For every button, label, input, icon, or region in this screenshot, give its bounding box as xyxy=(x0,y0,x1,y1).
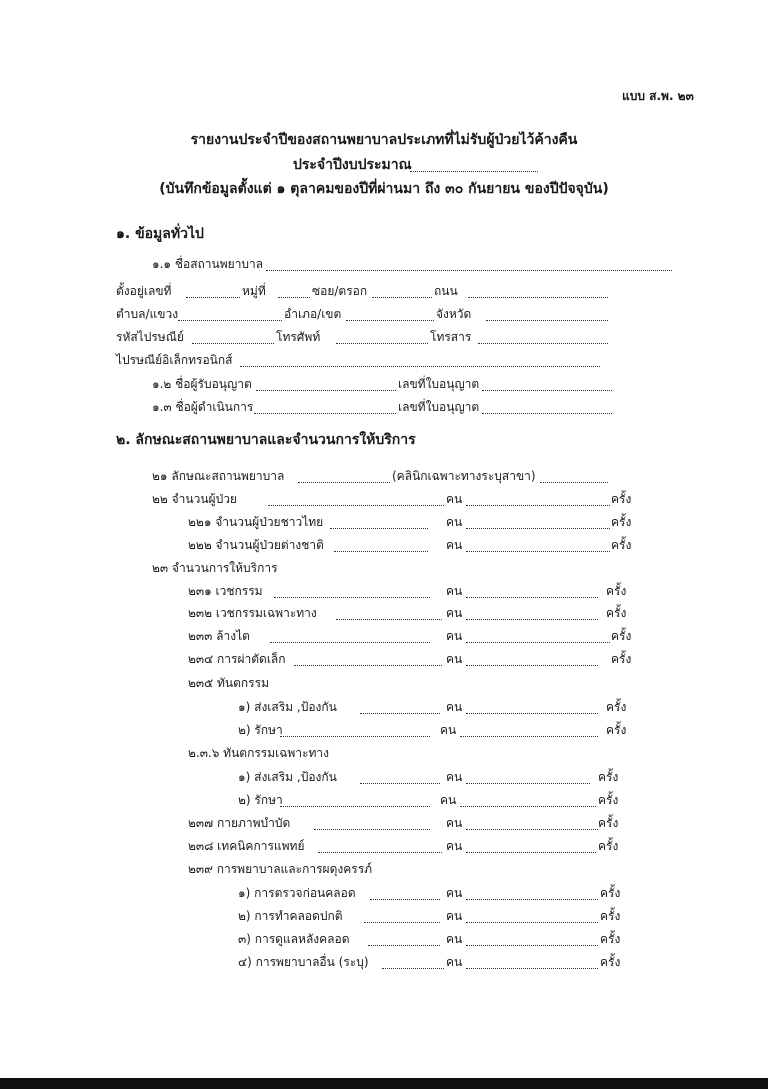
s238-label: ๒๓๘ เทคนิคการแพทย์ xyxy=(188,839,305,853)
patients-foreign-field[interactable] xyxy=(334,551,428,552)
s237-visits-field[interactable] xyxy=(466,829,598,830)
facility-type-label: ๒๑ ลักษณะสถานพยาบาล xyxy=(152,469,285,483)
s235-1-visits-field[interactable] xyxy=(466,713,598,714)
amphoe-field[interactable] xyxy=(346,320,434,321)
operator-label: ๑.๓ ชื่อผู้ดำเนินการ xyxy=(152,400,254,414)
patients-thai-visits-field[interactable] xyxy=(466,528,610,529)
license-no-field[interactable] xyxy=(482,390,612,391)
soi-label: ซอย/ตรอก xyxy=(312,284,368,298)
operator-field[interactable] xyxy=(254,413,396,414)
s233-count-field[interactable] xyxy=(270,642,430,643)
form-code: แบบ ส.พ. ๒๓ xyxy=(622,89,694,103)
s236-label: ๒.๓.๖ ทันตกรรมเฉพาะทาง xyxy=(188,746,330,760)
unit-times: ครั้ง xyxy=(611,629,632,643)
unit-person: คน xyxy=(446,652,463,666)
road-label: ถนน xyxy=(434,284,458,298)
s239-2-label: ๒) การทำคลอดปกติ xyxy=(238,909,343,923)
bottom-border xyxy=(0,1078,768,1089)
s235-1-count-field[interactable] xyxy=(360,713,440,714)
s238-visits-field[interactable] xyxy=(466,852,596,853)
s234-label: ๒๓๔ การผ่าตัดเล็ก xyxy=(188,652,286,666)
unit-person: คน xyxy=(446,606,463,620)
patients-visits-field[interactable] xyxy=(466,505,610,506)
unit-person: คน xyxy=(446,909,463,923)
unit-times: ครั้ง xyxy=(606,700,627,714)
patients-count-field[interactable] xyxy=(268,505,444,506)
s235-1-label: ๑) ส่งเสริม ,ป้องกัน xyxy=(238,700,337,714)
s232-label: ๒๓๒ เวชกรรมเฉพาะทาง xyxy=(188,606,317,620)
unit-times: ครั้ง xyxy=(598,770,619,784)
unit-person: คน xyxy=(446,629,463,643)
patients-foreign-label: ๒๒๒ จำนวนผู้ป่วยต่างชาติ xyxy=(188,538,324,552)
license-no-label: เลขที่ใบอนุญาต xyxy=(398,377,480,391)
s237-count-field[interactable] xyxy=(314,829,430,830)
s233-visits-field[interactable] xyxy=(466,642,610,643)
fiscal-year-field[interactable] xyxy=(410,171,538,172)
unit-times: ครั้ง xyxy=(600,932,621,946)
postcode-field[interactable] xyxy=(192,343,274,344)
licensee-label: ๑.๒ ชื่อผู้รับอนุญาต xyxy=(152,377,252,391)
unit-times: ครั้ง xyxy=(611,652,632,666)
s235-2-visits-field[interactable] xyxy=(460,736,598,737)
unit-times: ครั้ง xyxy=(600,909,621,923)
s235-label: ๒๓๕ ทันตกรรม xyxy=(188,676,269,690)
unit-times: ครั้ง xyxy=(600,886,621,900)
fax-label: โทรสาร xyxy=(430,330,472,344)
unit-times: ครั้ง xyxy=(606,584,627,598)
email-label: ไปรษณีย์อิเล็กทรอนิกส์ xyxy=(116,353,233,367)
province-field[interactable] xyxy=(486,320,608,321)
tambon-field[interactable] xyxy=(178,320,282,321)
unit-person: คน xyxy=(446,770,463,784)
postcode-label: รหัสไปรษณีย์ xyxy=(116,330,184,344)
unit-person: คน xyxy=(446,584,463,598)
facility-name-label: ๑.๑ ชื่อสถานพยาบาล xyxy=(152,257,264,271)
s235-2-count-field[interactable] xyxy=(280,736,430,737)
unit-person: คน xyxy=(446,839,463,853)
soi-field[interactable] xyxy=(372,297,432,298)
address-no-label: ตั้งอยู่เลขที่ xyxy=(116,284,172,298)
patients-label: ๒๒ จำนวนผู้ป่วย xyxy=(152,492,237,506)
unit-person: คน xyxy=(446,932,463,946)
s237-label: ๒๓๗ กายภาพบำบัด xyxy=(188,816,291,830)
s236-1-label: ๑) ส่งเสริม ,ป้องกัน xyxy=(238,770,337,784)
province-label: จังหวัด xyxy=(436,307,472,321)
phone-label: โทรศัพท์ xyxy=(276,330,321,344)
s231-count-field[interactable] xyxy=(274,597,430,598)
s231-label: ๒๓๑ เวชกรรม xyxy=(188,584,263,598)
s239-1-count-field[interactable] xyxy=(370,899,440,900)
unit-person: คน xyxy=(446,955,463,969)
s235-2-label: ๒) รักษา xyxy=(238,723,283,737)
unit-person: คน xyxy=(446,515,463,529)
unit-times: ครั้ง xyxy=(611,538,632,552)
s236-2-count-field[interactable] xyxy=(280,806,430,807)
road-field[interactable] xyxy=(468,297,608,298)
s239-4-label: ๔) การพยาบาลอื่น (ระบุ) xyxy=(238,955,369,969)
s239-3-count-field[interactable] xyxy=(368,945,440,946)
s238-count-field[interactable] xyxy=(318,852,442,853)
operator-license-no-field[interactable] xyxy=(482,413,612,414)
unit-person: คน xyxy=(446,492,463,506)
s236-1-count-field[interactable] xyxy=(360,783,440,784)
moo-field[interactable] xyxy=(278,297,310,298)
section2-heading: ๒. ลักษณะสถานพยาบาลและจำนวนการให้บริการ xyxy=(116,432,416,448)
s231-visits-field[interactable] xyxy=(466,597,598,598)
s239-4-visits-field[interactable] xyxy=(466,968,598,969)
unit-times: ครั้ง xyxy=(598,839,619,853)
patients-thai-label: ๒๒๑ จำนวนผู้ป่วยชาวไทย xyxy=(188,515,324,529)
s239-1-visits-field[interactable] xyxy=(466,899,598,900)
specialty-field[interactable] xyxy=(540,482,608,483)
s239-label: ๒๓๙ การพยาบาลและการผดุงครรภ์ xyxy=(188,862,373,876)
s233-label: ๒๓๓ ล้างไต xyxy=(188,629,250,643)
email-field[interactable] xyxy=(240,366,600,367)
unit-person: คน xyxy=(446,538,463,552)
unit-times: ครั้ง xyxy=(606,723,627,737)
fax-field[interactable] xyxy=(478,343,608,344)
s239-2-count-field[interactable] xyxy=(364,922,440,923)
operator-license-no-label: เลขที่ใบอนุญาต xyxy=(398,400,480,414)
services-label: ๒๓ จำนวนการให้บริการ xyxy=(152,561,278,575)
moo-label: หมู่ที่ xyxy=(242,284,266,298)
unit-times: ครั้ง xyxy=(598,816,619,830)
s234-count-field[interactable] xyxy=(294,665,442,666)
s236-1-visits-field[interactable] xyxy=(466,783,590,784)
tambon-label: ตำบล/แขวง xyxy=(116,307,179,321)
unit-person: คน xyxy=(440,793,457,807)
s232-visits-field[interactable] xyxy=(466,619,598,620)
unit-times: ครั้ง xyxy=(611,515,632,529)
s239-4-count-field[interactable] xyxy=(382,968,444,969)
patients-foreign-visits-field[interactable] xyxy=(466,551,610,552)
s236-2-label: ๒) รักษา xyxy=(238,793,283,807)
s239-2-visits-field[interactable] xyxy=(466,922,598,923)
s239-3-visits-field[interactable] xyxy=(466,945,598,946)
unit-person: คน xyxy=(440,723,457,737)
patients-thai-field[interactable] xyxy=(330,528,428,529)
unit-times: ครั้ง xyxy=(598,793,619,807)
licensee-field[interactable] xyxy=(256,390,396,391)
section1-heading: ๑. ข้อมูลทั่วไป xyxy=(116,226,204,242)
fiscal-year-label: ประจำปีงบประมาณ xyxy=(293,157,412,173)
facility-name-field[interactable] xyxy=(266,270,672,271)
address-no-field[interactable] xyxy=(186,297,240,298)
report-period: (บันทึกข้อมูลตั้งแต่ ๑ ตุลาคมของปีที่ผ่านมา ถึง ๓๐ กันยายน ของปีปัจจุบัน) xyxy=(159,181,609,197)
unit-person: คน xyxy=(446,816,463,830)
amphoe-label: อำเภอ/เขต xyxy=(284,307,342,321)
s236-2-visits-field[interactable] xyxy=(460,806,596,807)
phone-field[interactable] xyxy=(336,343,428,344)
s239-1-label: ๑) การตรวจก่อนคลอด xyxy=(238,886,356,900)
s239-3-label: ๓) การดูแลหลังคลอด xyxy=(238,932,350,946)
s234-visits-field[interactable] xyxy=(466,665,598,666)
report-title: รายงานประจำปีของสถานพยาบาลประเภทที่ไม่รับผู้ป่วยไว้ค้างคืน xyxy=(190,132,578,148)
unit-times: ครั้ง xyxy=(600,955,621,969)
specialty-note: (คลินิกเฉพาะทางระบุสาขา) xyxy=(392,469,536,483)
unit-times: ครั้ง xyxy=(611,492,632,506)
s232-count-field[interactable] xyxy=(336,619,442,620)
unit-person: คน xyxy=(446,886,463,900)
unit-person: คน xyxy=(446,700,463,714)
facility-type-field[interactable] xyxy=(298,482,390,483)
unit-times: ครั้ง xyxy=(606,606,627,620)
